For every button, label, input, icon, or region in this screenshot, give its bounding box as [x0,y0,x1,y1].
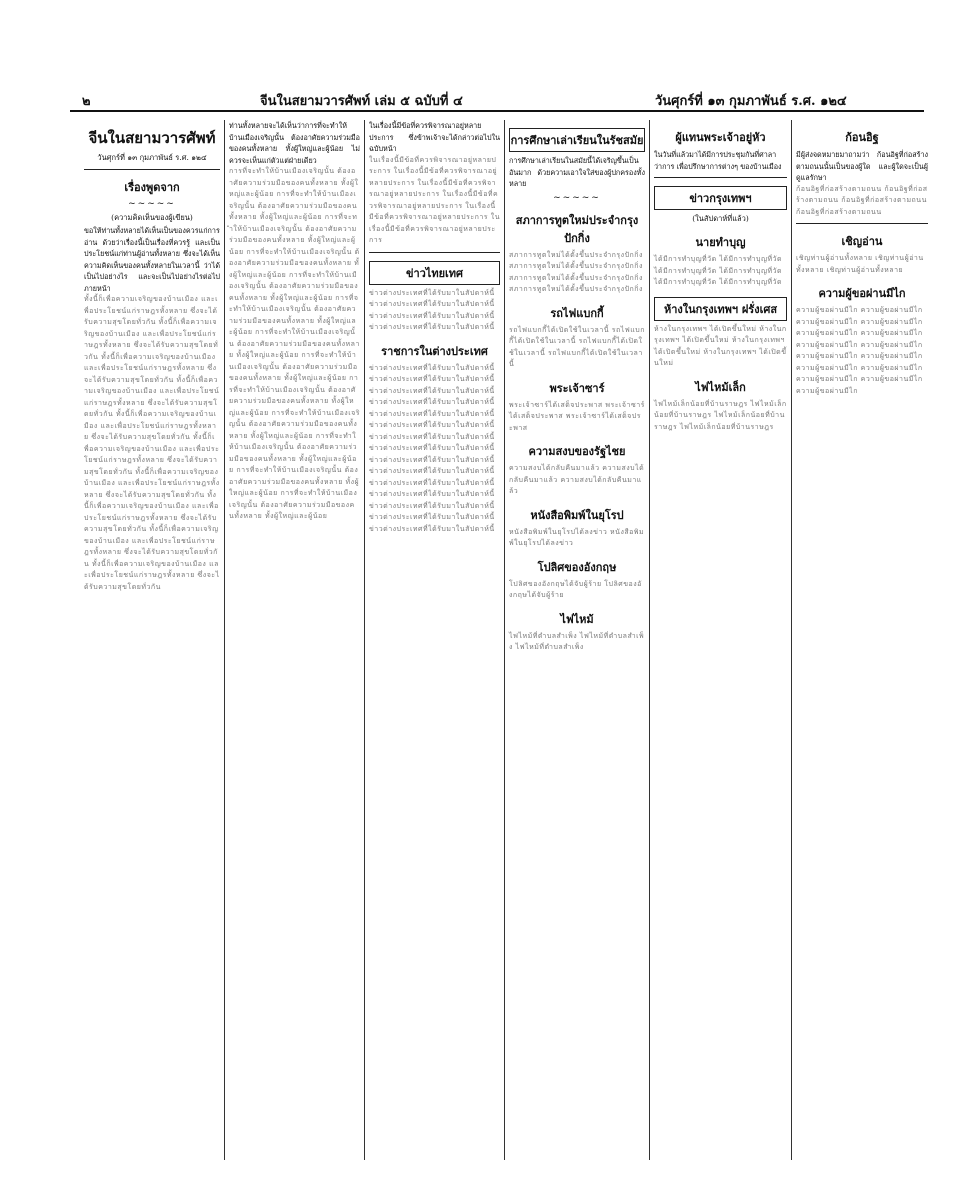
article-body: ขอให้ท่านทั้งหลายได้เห็นเป็นของควรแก่การอ่าน ด้วยว่าเรื่องนี้เป็นเรื่องที่ควรรู้ และเป็นประโยชน์แก่ท่านผู้อ่านทั้งหลาย ซึ่งจะได้เห็นความคิดเห็นของคนทั้งหลายในเวลานี้ ว่าได้เป็นไปอย่างไร และจะเป็นไปอย่างไรต่อไปภายหน้า [84,226,220,293]
filler-text: สภาการทูตใหม่ได้ตั้งขึ้นประจำกรุงปักกิ่ง สภาการทูตใหม่ได้ตั้งขึ้นประจำกรุงปักกิ่ง สภาการทูตใหม่ได้ตั้งขึ้นประจำกรุงปักกิ่ง สภาการทูตใหม่ได้ตั้งขึ้นประจำกรุงปักกิ่ง [509,250,643,293]
section-headline: ไฟไหม้ [560,612,594,626]
article-body: การศึกษาเล่าเรียนในสมัยนี้ได้เจริญขึ้นเป็นอันมาก ด้วยความเอาใจใส่ของผู้ปกครองทั้งหลาย [509,156,645,188]
filler-text: ในเรื่องนี้มีข้อที่ควรพิจารณาอยู่หลายประการ ในเรื่องนี้มีข้อที่ควรพิจารณาอยู่หลายประการ ในเรื่องนี้มีข้อที่ควรพิจารณาอยู่หลายประการ ในเรื่องนี้มีข้อที่ควรพิจารณาอยู่หลายประการ ในเรื่องนี้มีข้อที่ควรพิจารณาอยู่หลายประการ ในเรื่องนี้มีข้อที่ควรพิจารณาอยู่หลายประการ [369,155,500,244]
filler-text: ไฟไหม้เล็กน้อยที่บ้านราษฎร ไฟไหม้เล็กน้อยที่บ้านราษฎร ไฟไหม้เล็กน้อยที่บ้านราษฎร ไฟไหม้เล็กน้อยที่บ้านราษฎร [654,399,787,431]
column-4 [505,120,650,1160]
column-5 [650,120,792,1160]
section-headline: ก้อนอิฐ [845,131,879,144]
section-headline: สภาการทูตใหม่ประจำกรุงปักกิ่ง [515,213,639,245]
page-header [70,88,924,112]
filler-text: หนังสือพิมพ์ในยุโรปได้ลงข่าว หนังสือพิมพ์ในยุโรปได้ลงข่าว [509,527,645,547]
divider [654,177,787,178]
section-note: (ในสัปดาห์ที่แล้ว) [692,214,749,223]
ornament: ~~~~~ [128,199,176,209]
article-body: ในวันที่แล้วมาได้มีการประชุมกันที่ศาลาว่าการ เพื่อปรึกษาการต่างๆ ของบ้านเมือง [654,150,782,171]
article-note: (ความคิดเห็นของผู้เขียน) [111,213,193,222]
filler-text: ทั้งนี้ก็เพื่อความเจริญของบ้านเมือง และเพื่อประโยชน์แก่ราษฎรทั้งหลาย ซึ่งจะได้รับความสุขโดยทั่วกัน ทั้งนี้ก็เพื่อความเจริญของบ้านเมือง และเพื่อประโยชน์แก่ราษฎรทั้งหลาย ซึ่งจะได้รับความสุขโดยทั่วกัน ทั้งนี้ก็เพื่อความเจริญของบ้านเมือง และเพื่อประโยชน์แก่ราษฎรทั้งหลาย ซึ่งจะได้รับความสุขโดยทั่วกัน ทั้งนี้ก็เพื่อความเจริญของบ้านเมือง และเพื่อประโยชน์แก่ราษฎรทั้งหลาย ซึ่งจะได้รับความสุขโดยทั่วกัน ทั้งนี้ก็เพื่อความเจริญของบ้านเมือง และเพื่อประโยชน์แก่ราษฎรทั้งหลาย ซึ่งจะได้รับความสุขโดยทั่วกัน ทั้งนี้ก็เพื่อความเจริญของบ้านเมือง และเพื่อประโยชน์แก่ราษฎรทั้งหลาย ซึ่งจะได้รับความสุขโดยทั่วกัน ทั้งนี้ก็เพื่อความเจริญของบ้านเมือง และเพื่อประโยชน์แก่ราษฎรทั้งหลาย ซึ่งจะได้รับความสุขโดยทั่วกัน ทั้งนี้ก็เพื่อความเจริญของบ้านเมือง และเพื่อประโยชน์แก่ราษฎรทั้งหลาย ซึ่งจะได้รับความสุขโดยทั่วกัน ทั้งนี้ก็เพื่อความเจริญของบ้านเมือง และเพื่อประโยชน์แก่ราษฎรทั้งหลาย ซึ่งจะได้รับความสุขโดยทั่วกัน ทั้งนี้ก็เพื่อความเจริญของบ้านเมือง และเพื่อประโยชน์แก่ราษฎรทั้งหลาย ซึ่งจะได้รับความสุขโดยทั่วกัน [84,295,220,591]
masthead-title: จีนในสยามวารศัพท์ [88,129,216,147]
section-headline: ข่าวไทยเทศ [369,261,500,285]
header-left-text: จีนในสยามวารศัพท์ เล่ม ๕ ฉบับที่ ๔ [260,94,463,109]
filler-text: รถไฟแบกกี้ได้เปิดใช้ในเวลานี้ รถไฟแบกกี้ได้เปิดใช้ในเวลานี้ รถไฟแบกกี้ได้เปิดใช้ในเวลานี้ รถไฟแบกกี้ได้เปิดใช้ในเวลานี้ [509,325,645,368]
column-3 [365,120,505,1160]
filler-text: พระเจ้าซาร์ได้เสด็จประพาส พระเจ้าซาร์ได้เสด็จประพาส พระเจ้าซาร์ได้เสด็จประพาส [509,400,645,432]
section-headline: ความสงบของรัฐไชย [528,445,626,458]
ornament: ~~~~~ [553,192,601,203]
column-2 [225,120,365,1160]
filler-text: ห้างในกรุงเทพฯ ได้เปิดขึ้นใหม่ ห้างในกรุงเทพฯ ได้เปิดขึ้นใหม่ ห้างในกรุงเทพฯ ได้เปิดขึ้นใหม่ ห้างในกรุงเทพฯ ได้เปิดขึ้นใหม่ [654,324,787,367]
section-headline: พระเจ้าซาร์ [549,381,605,395]
sub-headline: ราชการในต่างประเทศ [381,344,488,358]
filler-text: ได้มีการทำบุญที่วัด ได้มีการทำบุญที่วัด ได้มีการทำบุญที่วัด ได้มีการทำบุญที่วัด ได้มีการทำบุญที่วัด ได้มีการทำบุญที่วัด [654,255,783,286]
filler-text: ก้อนอิฐที่ก่อสร้างตามถนน ก้อนอิฐที่ก่อสร้างตามถนน ก้อนอิฐที่ก่อสร้างตามถนน ก้อนอิฐที่ก่อสร้างตามถนน [796,184,928,216]
columns-container [80,120,932,1160]
section-headline: รถไฟแบกกี้ [550,306,604,320]
section-headline: การศึกษาเล่าเรียนในรัชสมัย [509,128,645,152]
section-headline: ความผู้ขอผ่านมีไก [818,287,906,300]
filler-text: เชิญท่านผู้อ่านทั้งหลาย เชิญท่านผู้อ่านทั้งหลาย เชิญท่านผู้อ่านทั้งหลาย [796,254,924,274]
filler-text: การที่จะทำให้บ้านเมืองเจริญนั้น ต้องอาศัยความร่วมมือของคนทั้งหลาย ทั้งผู้ใหญ่และผู้น้อย การที่จะทำให้บ้านเมืองเจริญนั้น ต้องอาศัยความร่วมมือของคนทั้งหลาย ทั้งผู้ใหญ่และผู้น้อย การที่จะทำให้บ้านเมืองเจริญนั้น ต้องอาศัยความร่วมมือของคนทั้งหลาย ทั้งผู้ใหญ่และผู้น้อย การที่จะทำให้บ้านเมืองเจริญนั้น ต้องอาศัยความร่วมมือของคนทั้งหลาย ทั้งผู้ใหญ่และผู้น้อย การที่จะทำให้บ้านเมืองเจริญนั้น ต้องอาศัยความร่วมมือของคนทั้งหลาย ทั้งผู้ใหญ่และผู้น้อย การที่จะทำให้บ้านเมืองเจริญนั้น ต้องอาศัยความร่วมมือของคนทั้งหลาย ทั้งผู้ใหญ่และผู้น้อย การที่จะทำให้บ้านเมืองเจริญนั้น ต้องอาศัยความร่วมมือของคนทั้งหลาย ทั้งผู้ใหญ่และผู้น้อย การที่จะทำให้บ้านเมืองเจริญนั้น ต้องอาศัยความร่วมมือของคนทั้งหลาย ทั้งผู้ใหญ่และผู้น้อย การที่จะทำให้บ้านเมืองเจริญนั้น ต้องอาศัยความร่วมมือของคนทั้งหลาย ทั้งผู้ใหญ่และผู้น้อย การที่จะทำให้บ้านเมืองเจริญนั้น ต้องอาศัยความร่วมมือของคนทั้งหลาย ทั้งผู้ใหญ่และผู้น้อย การที่จะทำให้บ้านเมืองเจริญนั้น ต้องอาศัยความร่วมมือของคนทั้งหลาย ทั้งผู้ใหญ่และผู้น้อย การที่จะทำให้บ้านเมืองเจริญนั้น ต้องอาศัยความร่วมมือของคนทั้งหลาย ทั้งผู้ใหญ่และผู้น้อย การที่จะทำให้บ้านเมืองเจริญนั้น ต้องอาศัยความร่วมมือของคนทั้งหลาย ทั้งผู้ใหญ่และผู้น้อย [229,167,360,520]
article-body: มีผู้ส่งจดหมายมาถามว่า ก้อนอิฐที่ก่อสร้างตามถนนนั้นเป็นของผู้ใด และผู้ใดจะเป็นผู้ดูแลรักษา [796,150,928,182]
section-headline: หนังสือพิมพ์ในยุโรป [530,508,624,522]
column-6 [792,120,932,1160]
article-body: ท่านทั้งหลายจะได้เห็นว่าการที่จะทำให้บ้านเมืองเจริญนั้น ต้องอาศัยความร่วมมือของคนทั้งหลาย ทั้งผู้ใหญ่และผู้น้อย ไม่ควรจะเห็นแก่ตัวแต่ฝ่ายเดียว [229,121,360,165]
section-headline: ผู้แทนพระเจ้าอยู่หัว [675,131,766,144]
divider [796,223,928,224]
filler-text: ความผู้ขอผ่านมีไก ความผู้ขอผ่านมีไก ความผู้ขอผ่านมีไก ความผู้ขอผ่านมีไก ความผู้ขอผ่านมีไก ความผู้ขอผ่านมีไก ความผู้ขอผ่านมีไก ความผู้ขอผ่านมีไก ความผู้ขอผ่านมีไก ความผู้ขอผ่านมีไก ความผู้ขอผ่านมีไก ความผู้ขอผ่านมีไก ความผู้ขอผ่านมีไก ความผู้ขอผ่านมีไก ความผู้ขอผ่านมีไก [796,306,923,395]
article-body: ในเรื่องนี้มีข้อที่ควรพิจารณาอยู่หลายประการ ซึ่งข้าพเจ้าจะได้กล่าวต่อไปในฉบับหน้า [369,121,500,153]
filler-text: ข่าวต่างประเทศที่ได้รับมาในสัปดาห์นี้ ข่าวต่างประเทศที่ได้รับมาในสัปดาห์นี้ ข่าวต่างประเทศที่ได้รับมาในสัปดาห์นี้ ข่าวต่างประเทศที่ได้รับมาในสัปดาห์นี้ ข่าวต่างประเทศที่ได้รับมาในสัปดาห์นี้ ข่าวต่างประเทศที่ได้รับมาในสัปดาห์นี้ ข่าวต่างประเทศที่ได้รับมาในสัปดาห์นี้ ข่าวต่างประเทศที่ได้รับมาในสัปดาห์นี้ ข่าวต่างประเทศที่ได้รับมาในสัปดาห์นี้ ข่าวต่างประเทศที่ได้รับมาในสัปดาห์นี้ ข่าวต่างประเทศที่ได้รับมาในสัปดาห์นี้ ข่าวต่างประเทศที่ได้รับมาในสัปดาห์นี้ ข่าวต่างประเทศที่ได้รับมาในสัปดาห์นี้ ข่าวต่างประเทศที่ได้รับมาในสัปดาห์นี้ ข่าวต่างประเทศที่ได้รับมาในสัปดาห์นี้ [369,363,495,533]
filler-text: โปลิศของอังกฤษได้จับผู้ร้าย โปลิศของอังกฤษได้จับผู้ร้าย [509,579,642,599]
filler-text: ไฟไหม้ที่ตำบลสำเพ็ง ไฟไหม้ที่ตำบลสำเพ็ง ไฟไหม้ที่ตำบลสำเพ็ง [509,631,645,651]
section-headline: เชิญอ่าน [841,235,883,248]
section-headline: โปลิศของอังกฤษ [537,560,617,574]
divider [369,252,500,253]
page-number: ๒ [82,94,91,109]
masthead-date: วันศุกร์ที่ ๑๓ กุมภาพันธ์ ร.ศ. ๑๒๔ [97,153,207,162]
header-right-text: วันศุกร์ที่ ๑๓ กุมภาพันธ์ ร.ศ. ๑๒๔ [655,94,847,109]
section-headline: ห้างในกรุงเทพฯ ฝรั่งเศส [654,297,787,321]
article-headline: เรื่องพูดจาก [124,181,180,194]
filler-text: ความสงบได้กลับคืนมาแล้ว ความสงบได้กลับคืนมาแล้ว ความสงบได้กลับคืนมาแล้ว [509,464,645,495]
section-headline: ไฟไหม้เล็ก [695,380,746,394]
section-headline: นายทำบุญ [695,236,746,249]
column-1 [80,120,225,1160]
filler-text: ข่าวต่างประเทศที่ได้รับมาในสัปดาห์นี้ ข่าวต่างประเทศที่ได้รับมาในสัปดาห์นี้ ข่าวต่างประเทศที่ได้รับมาในสัปดาห์นี้ ข่าวต่างประเทศที่ได้รับมาในสัปดาห์นี้ [369,288,495,331]
divider [84,169,220,170]
section-headline: ข่าวกรุงเทพฯ [654,186,787,210]
